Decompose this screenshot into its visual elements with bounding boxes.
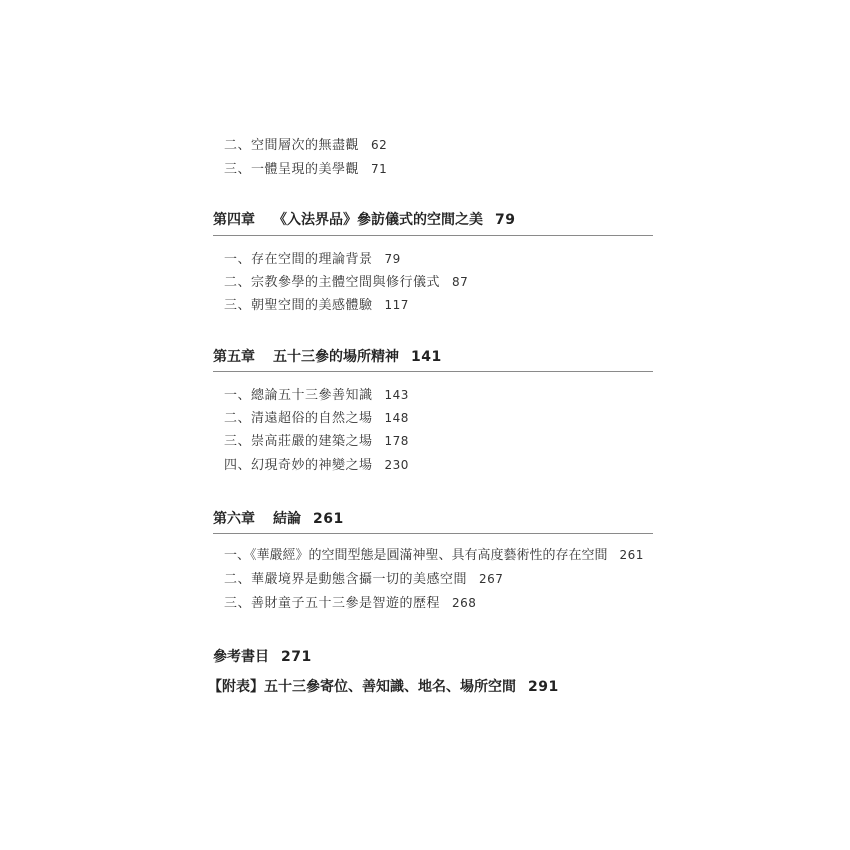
page-number: 261	[619, 548, 644, 562]
toc-entry	[224, 432, 409, 451]
chapter-heading	[213, 210, 515, 230]
page-number: 71	[371, 162, 388, 176]
page-number: 267	[479, 572, 504, 586]
page-number: 117	[384, 298, 409, 312]
entry-title: 三、朝聖空間的美感體驗	[224, 298, 373, 313]
chapter-title: 《入法界品》參訪儀式的空間之美	[273, 212, 483, 228]
page-number: 79	[384, 252, 401, 266]
toc-entry	[224, 546, 644, 565]
entry-title: 三、崇高莊嚴的建築之場	[224, 434, 373, 449]
chapter-title: 結論	[273, 511, 301, 527]
entry-title: 二、宗教參學的主體空間與修行儀式	[224, 275, 441, 290]
appendix-entry	[208, 677, 559, 697]
entry-title: 一、存在空間的理論背景	[224, 252, 373, 267]
entry-title: 三、一體呈現的美學觀	[224, 162, 360, 177]
page-number: 62	[371, 138, 388, 152]
toc-entry	[224, 409, 409, 428]
toc-entry	[224, 386, 409, 405]
chapter-title: 五十三參的場所精神	[273, 349, 399, 365]
entry-title: 二、華嚴境界是動態含攝一切的美感空間	[224, 572, 468, 587]
chapter-rule	[213, 235, 653, 236]
chapter-heading	[213, 509, 344, 529]
page-number: 271	[281, 649, 312, 665]
page-number: 230	[384, 458, 409, 472]
toc-entry	[224, 160, 387, 179]
entry-title: 二、空間層次的無盡觀	[224, 138, 360, 153]
entry-title: 【附表】五十三參寄位、善知識、地名、場所空間	[208, 679, 516, 695]
page-number: 178	[384, 434, 409, 448]
entry-title: 一、總論五十三參善知識	[224, 388, 373, 403]
entry-title: 三、善財童子五十三參是智遊的歷程	[224, 596, 441, 611]
page-number: 268	[452, 596, 477, 610]
page-number: 261	[313, 511, 344, 527]
bibliography-entry	[213, 647, 312, 667]
toc-entry	[224, 570, 503, 589]
toc-entry	[224, 456, 409, 475]
page-number: 87	[452, 275, 469, 289]
entry-title: 二、清遠超俗的自然之場	[224, 411, 373, 426]
toc-entry	[224, 594, 476, 613]
toc-entry	[224, 273, 468, 292]
entry-title: 四、幻現奇妙的神變之場	[224, 458, 373, 473]
entry-title: 參考書目	[213, 649, 269, 665]
page-number: 148	[384, 411, 409, 425]
chapter-number: 第五章	[213, 349, 255, 365]
chapter-number: 第六章	[213, 511, 255, 527]
page-number: 143	[384, 388, 409, 402]
toc-entry	[224, 296, 409, 315]
chapter-rule	[213, 533, 653, 534]
page-number: 141	[411, 349, 442, 365]
chapter-number: 第四章	[213, 212, 255, 228]
entry-title: 一、《華嚴經》的空間型態是圓滿神聖、具有高度藝術性的存在空間	[224, 548, 608, 563]
chapter-rule	[213, 371, 653, 372]
toc-entry	[224, 136, 387, 155]
toc-entry	[224, 250, 401, 269]
page-number: 291	[528, 679, 559, 695]
chapter-heading	[213, 347, 442, 367]
page-number: 79	[495, 212, 516, 228]
